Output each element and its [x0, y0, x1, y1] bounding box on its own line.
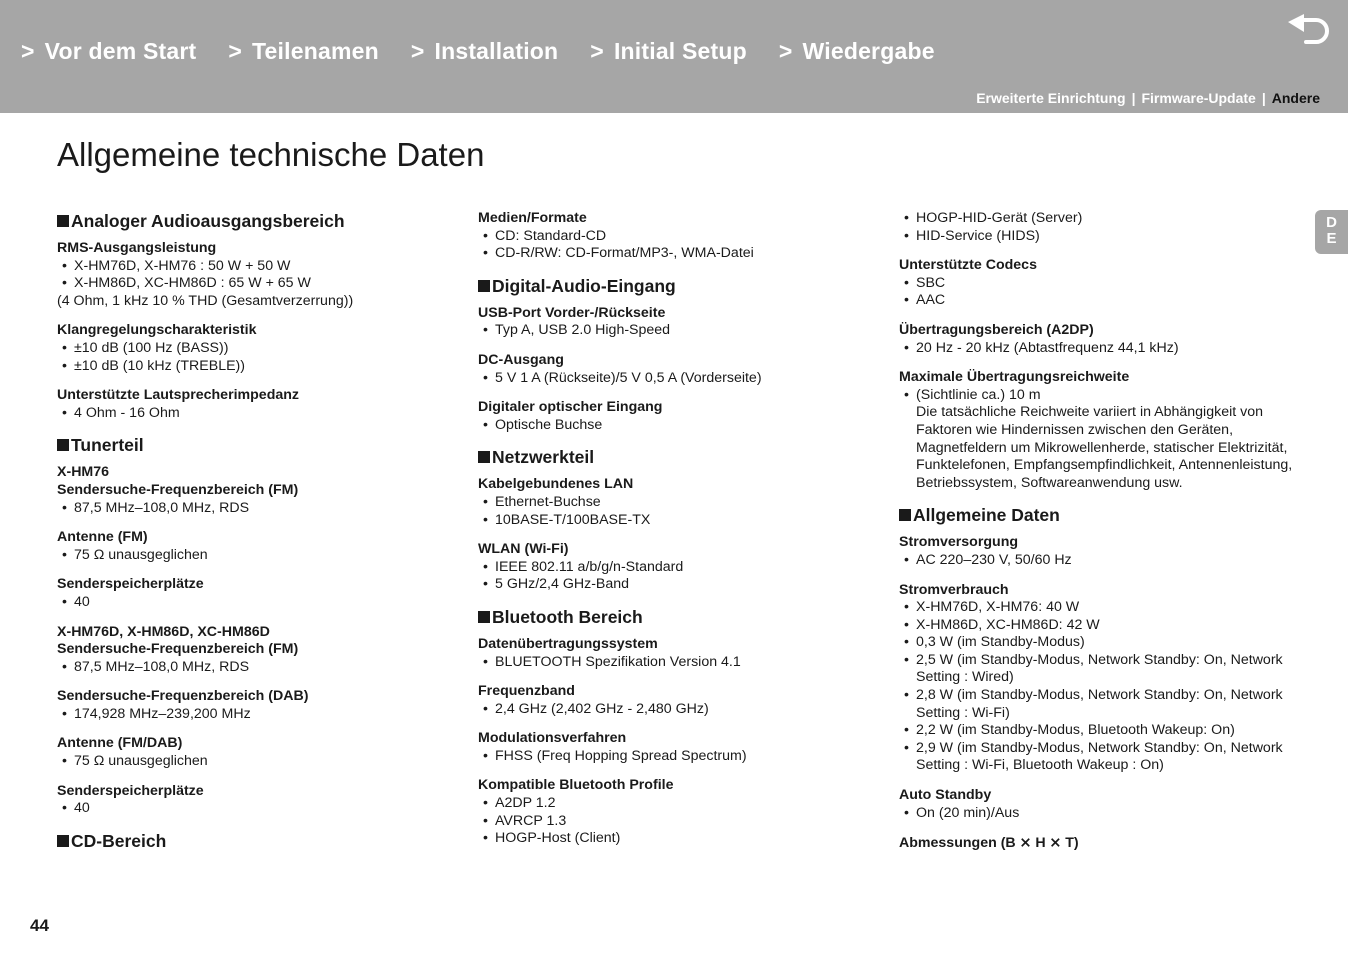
- spec-list: [478, 748, 878, 766]
- spec-item: • AAC: [899, 292, 1299, 310]
- spec-list: [57, 340, 457, 375]
- section-heading-text: Digital-Audio-Eingang: [492, 275, 676, 296]
- nav-arrow: >: [590, 38, 604, 64]
- spec-item: • 40: [57, 800, 457, 818]
- spec-label: Frequenzband: [478, 683, 575, 700]
- nav-item-label: Teilenamen: [252, 38, 379, 64]
- spec-group: [478, 777, 878, 847]
- spec-list: [899, 599, 1299, 775]
- square-bullet-icon: [478, 611, 490, 623]
- spec-list: [478, 701, 878, 719]
- spec-group: [899, 534, 1299, 569]
- spec-list: [57, 706, 457, 724]
- spec-group: [478, 399, 878, 434]
- spec-group: [899, 787, 1299, 822]
- spec-item: • On (20 min)/Aus: [899, 805, 1299, 823]
- spec-item: • 0,3 W (im Standby-Modus): [899, 634, 1299, 652]
- spec-item: • HOGP-Host (Client): [478, 830, 878, 848]
- spec-label: Sendersuche-Frequenzbereich (FM): [57, 481, 299, 498]
- spec-group: [478, 541, 878, 594]
- spec-group: [57, 387, 457, 422]
- spec-group: [478, 730, 878, 765]
- multiply-icon: ⨯: [1049, 834, 1062, 851]
- subnav-erweiterte-einrichtung[interactable]: Erweiterte Einrichtung: [976, 90, 1126, 106]
- spec-item: • 2,5 W (im Standby-Modus, Network Standby: On, Network Setting : Wired): [899, 652, 1299, 687]
- spec-item-text: • (Sichtlinie ca.) 10 m: [916, 386, 1041, 403]
- square-bullet-icon: [57, 835, 69, 847]
- spec-label-part: Abmessungen (B: [899, 835, 1016, 852]
- spec-label: Maximale Übertragungsreichweite: [899, 369, 1130, 386]
- spec-item: • CD-R/RW: CD-Format/MP3-, WMA-Datei: [478, 245, 878, 263]
- spec-list: [478, 228, 878, 263]
- spec-list: [899, 340, 1299, 358]
- spec-list: [899, 552, 1299, 570]
- nav-arrow: >: [778, 38, 793, 64]
- spec-list: [478, 559, 878, 594]
- spec-group: [57, 783, 457, 818]
- spec-label: WLAN (Wi-Fi): [478, 541, 569, 558]
- spec-item: • 40: [57, 594, 457, 612]
- spec-group: [899, 257, 1299, 310]
- spec-group: [899, 210, 1299, 245]
- spec-item: • AVRCP 1.3: [478, 813, 878, 831]
- spec-list: [57, 594, 457, 612]
- spec-item: • HOGP-HID-Gerät (Server): [899, 210, 1299, 228]
- nav-item-installation[interactable]: [411, 38, 558, 65]
- spec-list: [899, 210, 1299, 245]
- spec-list: [57, 659, 457, 677]
- spec-label: X-HM76D, X-HM86D, XC-HM86D: [57, 623, 270, 640]
- subnav-andere[interactable]: Andere: [1271, 90, 1320, 106]
- nav-item-initial-setup[interactable]: [590, 38, 747, 65]
- square-bullet-icon: [57, 215, 69, 227]
- nav-arrow: >: [21, 38, 35, 64]
- spec-item: • 10BASE-T/100BASE-TX: [478, 512, 878, 530]
- spec-group: [478, 305, 878, 340]
- spec-column-3: [899, 210, 1299, 865]
- nav-arrow: >: [410, 38, 425, 64]
- subnav-separator: |: [1261, 90, 1266, 106]
- square-bullet-icon: [478, 451, 490, 463]
- section-heading-text: Netzwerkteil: [492, 447, 595, 468]
- spec-item: • 75 Ω unausgeglichen: [57, 547, 457, 565]
- spec-label: Auto Standby: [899, 787, 992, 804]
- spec-list: [478, 494, 878, 529]
- spec-list: [478, 322, 878, 340]
- spec-label: Medien/Formate: [478, 210, 587, 226]
- spec-list: [899, 387, 1299, 493]
- spec-item: • Optische Buchse: [478, 417, 878, 435]
- page-number: 44: [30, 916, 49, 935]
- spec-label: Kabelgebundenes LAN: [478, 476, 634, 493]
- spec-group: [899, 322, 1299, 357]
- spec-item: • 174,928 MHz–239,200 MHz: [57, 706, 457, 724]
- section-heading: [478, 275, 878, 297]
- spec-item: • X-HM86D, XC-HM86D: 42 W: [899, 617, 1299, 635]
- nav-item-label: Vor dem Start: [44, 38, 197, 64]
- spec-label: Antenne (FM): [57, 529, 148, 546]
- spec-label-part: H: [1035, 835, 1046, 852]
- spec-item: • ±10 dB (10 kHz (TREBLE)): [57, 358, 457, 376]
- spec-item: • 4 Ohm - 16 Ohm: [57, 405, 457, 423]
- spec-label: Digitaler optischer Eingang: [478, 399, 663, 416]
- multiply-icon: ⨯: [1019, 834, 1032, 851]
- spec-item: • A2DP 1.2: [478, 795, 878, 813]
- sub-navigation: [976, 90, 1320, 106]
- spec-list: [478, 417, 878, 435]
- section-heading-text: Bluetooth Bereich: [492, 606, 643, 627]
- spec-group: [899, 582, 1299, 776]
- spec-item: • Typ A, USB 2.0 High-Speed: [478, 322, 878, 340]
- spec-label: Antenne (FM/DAB): [57, 735, 183, 752]
- spec-item: • 5 V 1 A (Rückseite)/5 V 0,5 A (Vorderseite): [478, 370, 878, 388]
- spec-label: Datenübertragungssystem: [478, 635, 658, 652]
- nav-item-label: Initial Setup: [613, 38, 747, 64]
- spec-label: Senderspeicherplätze: [57, 782, 204, 799]
- section-heading: [478, 446, 878, 468]
- spec-label: Kompatible Bluetooth Profile: [478, 777, 674, 794]
- spec-item: • IEEE 802.11 a/b/g/n-Standard: [478, 559, 878, 577]
- spec-group: [57, 464, 457, 517]
- section-heading-text: CD-Bereich: [71, 830, 167, 851]
- spec-group: [899, 369, 1299, 492]
- spec-group: [478, 683, 878, 718]
- spec-item: • 2,2 W (im Standby-Modus, Bluetooth Wakeup: On): [899, 722, 1299, 740]
- spec-group: [57, 576, 457, 611]
- section-heading-text: Tunerteil: [71, 435, 144, 456]
- spec-item: • 87,5 MHz–108,0 MHz, RDS: [57, 500, 457, 518]
- page-title: Allgemeine technische Daten: [57, 136, 485, 173]
- spec-group: [57, 624, 457, 677]
- nav-arrow: >: [228, 38, 242, 64]
- spec-group: [57, 529, 457, 564]
- section-heading: [478, 606, 878, 628]
- section-heading: [57, 434, 457, 456]
- square-bullet-icon: [57, 439, 69, 451]
- nav-item-label: Wiedergabe: [802, 38, 935, 64]
- lang-letter: D: [1326, 214, 1337, 231]
- spec-item: • 2,8 W (im Standby-Modus, Network Standby: On, Network Setting : Wi-Fi): [899, 687, 1299, 722]
- spec-list: [478, 654, 878, 672]
- spec-item: • SBC: [899, 275, 1299, 293]
- lang-letter: E: [1326, 230, 1337, 247]
- spec-item: • BLUETOOTH Spezifikation Version 4.1: [478, 654, 878, 672]
- spec-label: Übertragungsbereich (A2DP): [899, 321, 1094, 338]
- spec-item: • 87,5 MHz–108,0 MHz, RDS: [57, 659, 457, 677]
- spec-item: • CD: Standard-CD: [478, 228, 878, 246]
- spec-label: [899, 834, 1299, 853]
- spec-list: [899, 275, 1299, 310]
- square-bullet-icon: [478, 280, 490, 292]
- spec-item: • 5 GHz/2,4 GHz-Band: [478, 576, 878, 594]
- spec-item: • 2,9 W (im Standby-Modus, Network Standby: On, Network Setting : Wi-Fi, Bluetooth Wakeup : On): [899, 740, 1299, 775]
- spec-list: [57, 258, 457, 293]
- spec-item-description: Die tatsächliche Reichweite variiert in Abhängigkeit von Faktoren wie Hindernissen zwischen den Geräten, Magnetfeldern um Mikrowellenherde, statischer Elektrizität, Funktelefonen, Empfangsempfindlichkeit, Antennenleistung, Betriebssystem, Softwareanwendung usw.: [916, 404, 1293, 491]
- main-nav: [21, 38, 967, 65]
- spec-item: • FHSS (Freq Hopping Spread Spectrum): [478, 748, 878, 766]
- spec-label: DC-Ausgang: [478, 351, 564, 368]
- spec-label: Sendersuche-Frequenzbereich (DAB): [57, 688, 309, 705]
- spec-label: USB-Port Vorder-/Rückseite: [478, 304, 666, 321]
- spec-group: [57, 688, 457, 723]
- spec-list: [57, 547, 457, 565]
- spec-group: [478, 636, 878, 671]
- spec-item: • AC 220–230 V, 50/60 Hz: [899, 552, 1299, 570]
- spec-list: [57, 753, 457, 771]
- square-bullet-icon: [899, 509, 911, 521]
- spec-item: • Ethernet-Buchse: [478, 494, 878, 512]
- spec-column-2: [478, 210, 878, 860]
- spec-group: [478, 476, 878, 529]
- spec-label: Unterstützte Lautsprecherimpedanz: [57, 387, 300, 404]
- spec-column-1: [57, 210, 457, 860]
- spec-item: • 20 Hz - 20 kHz (Abtastfrequenz 44,1 kHz): [899, 340, 1299, 358]
- spec-item: • 2,4 GHz (2,402 GHz - 2,480 GHz): [478, 701, 878, 719]
- section-heading-text: Allgemeine Daten: [913, 505, 1060, 526]
- spec-item: • ±10 dB (100 Hz (BASS)): [57, 340, 457, 358]
- spec-label: Stromversorgung: [899, 534, 1019, 551]
- spec-list: [478, 370, 878, 388]
- nav-item-wiedergabe[interactable]: [779, 38, 935, 65]
- spec-label: X-HM76: [57, 464, 110, 481]
- nav-item-vor-dem-start[interactable]: [21, 38, 196, 65]
- spec-group: [899, 834, 1299, 853]
- spec-group: [478, 210, 878, 263]
- spec-label: Stromverbrauch: [899, 581, 1009, 598]
- spec-label: Senderspeicherplätze: [57, 576, 204, 593]
- spec-list: [57, 800, 457, 818]
- section-heading: [57, 210, 457, 232]
- subnav-separator: |: [1131, 90, 1136, 106]
- spec-group: [57, 240, 457, 310]
- top-navigation-bar: [0, 0, 1348, 113]
- nav-item-teilenamen[interactable]: [228, 38, 378, 65]
- nav-item-label: Installation: [434, 38, 559, 64]
- section-heading: [899, 504, 1299, 526]
- spec-label: RMS-Ausgangsleistung: [57, 240, 217, 256]
- spec-list: [899, 805, 1299, 823]
- spec-group: [57, 322, 457, 375]
- subnav-firmware-update[interactable]: Firmware-Update: [1141, 90, 1256, 106]
- spec-label: Sendersuche-Frequenzbereich (FM): [57, 641, 299, 658]
- spec-label: Modulationsverfahren: [478, 730, 627, 747]
- spec-list: [57, 405, 457, 423]
- section-heading-text: Analoger Audioausgangsbereich: [71, 211, 345, 231]
- spec-item: [899, 387, 1299, 493]
- spec-list: [57, 500, 457, 518]
- spec-label: Unterstützte Codecs: [899, 257, 1037, 274]
- spec-item: • 75 Ω unausgeglichen: [57, 753, 457, 771]
- spec-item: • X-HM76D, X-HM76 : 50 W + 50 W: [57, 258, 457, 276]
- spec-item: • X-HM86D, XC-HM86D : 65 W + 65 W: [57, 275, 457, 293]
- section-heading: [57, 830, 457, 852]
- spec-label-part: T): [1065, 835, 1079, 852]
- return-arrow-icon[interactable]: [1286, 14, 1330, 50]
- language-tab[interactable]: [1315, 210, 1348, 254]
- spec-label: Klangregelungscharakteristik: [57, 322, 257, 339]
- spec-note: (4 Ohm, 1 kHz 10 % THD (Gesamtverzerrung)): [57, 292, 354, 309]
- spec-group: [478, 352, 878, 387]
- spec-group: [57, 735, 457, 770]
- spec-list: [478, 795, 878, 848]
- spec-item: • HID-Service (HIDS): [899, 228, 1299, 246]
- spec-item: • X-HM76D, X-HM76: 40 W: [899, 599, 1299, 617]
